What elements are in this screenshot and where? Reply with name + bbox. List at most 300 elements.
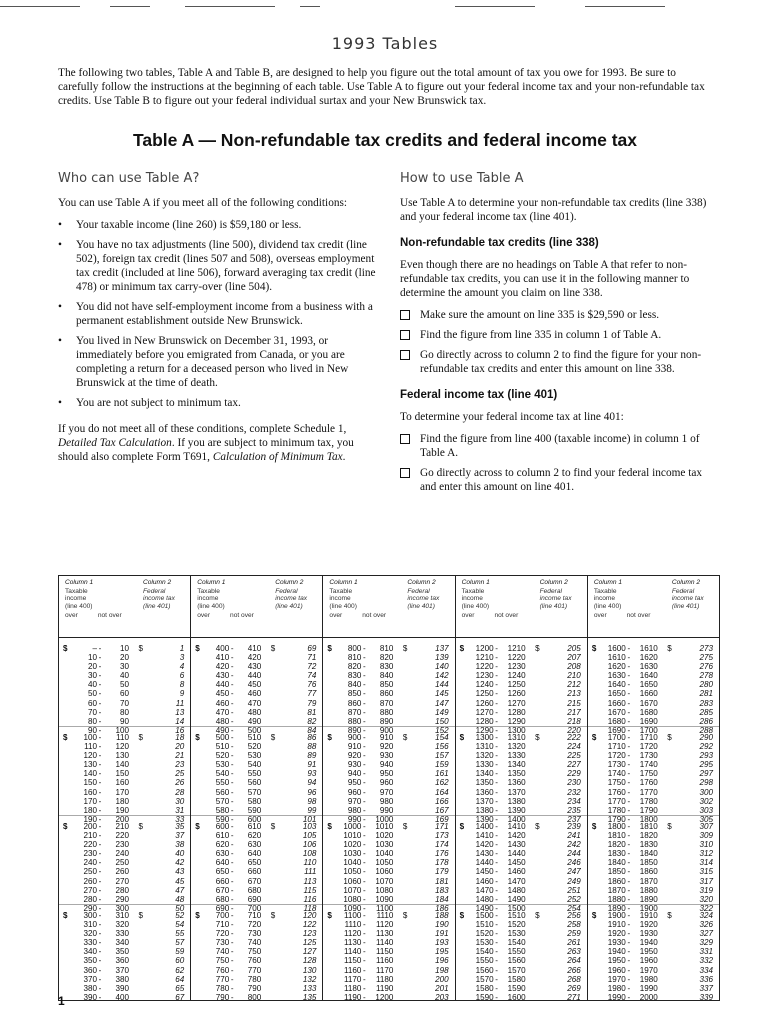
table-row — [327, 699, 450, 708]
currency-sign — [63, 938, 71, 947]
income-not-over: 1420 — [507, 831, 526, 841]
range-dash: - — [98, 742, 102, 752]
currency-sign — [63, 929, 71, 938]
table-row — [195, 708, 318, 717]
currency-sign — [393, 760, 407, 769]
income-not-over: 1330 — [507, 751, 526, 761]
table-row — [63, 717, 186, 726]
checklist-item: Go directly across to column 2 to find the figure for your non-refundable tax credits and enter this amount on line 338. — [400, 348, 718, 376]
income-not-over: 1730 — [639, 751, 658, 761]
currency-sign — [195, 984, 203, 993]
range-dash: - — [627, 983, 631, 993]
currency-sign — [195, 895, 203, 904]
currency-sign — [658, 689, 672, 698]
currency-sign — [526, 938, 540, 947]
table-row — [195, 849, 318, 858]
range-dash: - — [363, 653, 366, 663]
federal-tax-value: 35 — [175, 822, 185, 831]
currency-sign — [460, 788, 468, 797]
income-over: 130 — [83, 760, 97, 770]
income-not-over: 340 — [115, 938, 129, 948]
currency-sign — [592, 689, 600, 698]
income-over: 1160 — [344, 965, 362, 975]
federal-tax-value: 246 — [567, 858, 581, 868]
income-over: 1240 — [475, 680, 494, 690]
federal-tax-value: 188 — [435, 911, 449, 920]
income-over: 340 — [83, 947, 97, 957]
federal-tax-value: 307 — [699, 822, 714, 831]
income-not-over: 1820 — [639, 831, 658, 841]
currency-sign — [592, 788, 600, 797]
table-row — [592, 699, 715, 708]
federal-tax-value: 54 — [175, 920, 185, 930]
row-group — [191, 905, 322, 1002]
range-dash: - — [363, 769, 366, 779]
federal-tax-value: 128 — [302, 956, 317, 966]
currency-sign — [526, 806, 540, 815]
currency-sign — [129, 671, 143, 680]
income-over: 300 — [83, 911, 97, 920]
range-dash: - — [495, 903, 498, 913]
federal-tax-value: 237 — [567, 814, 581, 824]
federal-tax-value: 120 — [302, 911, 317, 920]
table-row — [63, 886, 186, 895]
table-row — [63, 653, 186, 662]
income-over: 1760 — [607, 787, 626, 797]
checkbox-icon[interactable] — [400, 330, 410, 340]
table-row — [327, 822, 450, 831]
income-not-over: 1950 — [639, 947, 658, 957]
currency-sign — [195, 966, 203, 975]
table-row — [460, 680, 583, 689]
income-over: 670 — [215, 885, 230, 895]
currency-sign: $ — [63, 911, 68, 920]
row-group — [191, 816, 322, 913]
column-1-header: Column 1 Taxable income (line 400) over not over — [593, 579, 651, 620]
federal-tax-value: 162 — [435, 778, 449, 788]
currency-sign — [63, 849, 71, 858]
currency-sign — [658, 975, 672, 984]
income-not-over: 1640 — [639, 671, 658, 681]
currency-sign — [195, 849, 203, 858]
currency-sign — [261, 689, 275, 698]
income-not-over: 1120 — [376, 920, 394, 930]
currency-sign — [658, 699, 672, 708]
range-dash: - — [230, 733, 234, 742]
currency-sign — [327, 717, 335, 726]
federal-tax-value: 201 — [435, 983, 449, 993]
currency-sign — [526, 797, 540, 806]
income-not-over: 360 — [115, 956, 129, 966]
row-group — [588, 905, 719, 1002]
table-row — [63, 929, 186, 938]
range-dash: - — [627, 725, 631, 735]
federal-tax-value: 8 — [179, 680, 185, 690]
table-row — [327, 920, 450, 929]
currency-sign — [658, 920, 672, 929]
range-dash: - — [363, 707, 366, 717]
income-not-over: 1680 — [639, 707, 658, 717]
federal-tax-value: 116 — [303, 894, 317, 904]
federal-tax-value: 164 — [435, 787, 449, 797]
federal-tax-value: 77 — [307, 689, 317, 699]
table-row — [460, 895, 583, 904]
income-over: 740 — [215, 947, 230, 957]
row-group — [323, 638, 454, 735]
federal-tax-value: 235 — [567, 805, 581, 815]
row-group — [588, 816, 719, 913]
currency-sign — [129, 938, 143, 947]
federal-tax-value: 123 — [302, 929, 317, 939]
income-not-over: 300 — [115, 903, 129, 913]
income-not-over: 1020 — [375, 831, 394, 841]
table-row — [460, 938, 583, 947]
income-not-over: 1280 — [507, 707, 526, 717]
currency-sign — [195, 662, 203, 671]
currency-sign — [526, 708, 540, 717]
row-group — [191, 638, 322, 735]
table-row — [195, 680, 318, 689]
currency-sign — [526, 895, 540, 904]
range-dash: - — [495, 787, 498, 797]
column-1-header: Column 1 Taxable income (line 400) over not over — [329, 579, 387, 620]
income-not-over: 1100 — [376, 903, 394, 913]
income-not-over: 1970 — [639, 965, 658, 975]
range-dash: - — [495, 929, 498, 939]
range-dash: - — [495, 716, 498, 726]
federal-tax-value: 94 — [307, 778, 317, 788]
range-dash: - — [98, 867, 102, 877]
federal-tax-value: 218 — [567, 716, 581, 726]
income-over: 1070 — [343, 885, 362, 895]
checkbox-icon[interactable] — [400, 468, 410, 478]
range-dash: - — [627, 894, 631, 904]
range-dash: - — [98, 831, 102, 841]
federal-tax-value: 179 — [435, 867, 449, 877]
income-over: 680 — [215, 894, 230, 904]
income-over: 600 — [215, 822, 230, 831]
income-over: 1170 — [344, 974, 362, 984]
currency-sign — [460, 760, 468, 769]
federal-tax-value: 103 — [302, 822, 317, 831]
income-not-over: 60 — [119, 689, 129, 699]
column-2-header: Column 2 Federal income tax (line 401) — [671, 579, 704, 610]
income-not-over: 790 — [247, 983, 262, 993]
currency-sign — [129, 993, 143, 1002]
income-over: 250 — [83, 867, 97, 877]
range-dash: - — [627, 787, 631, 797]
income-over: 650 — [215, 867, 230, 877]
federal-tax-value: 232 — [567, 787, 581, 797]
income-not-over: 500 — [247, 725, 262, 735]
currency-sign — [658, 778, 672, 787]
income-over: 1100 — [344, 911, 362, 920]
currency-sign — [327, 680, 335, 689]
federal-tax-value: 18 — [175, 733, 185, 742]
table-row — [327, 984, 450, 993]
income-not-over: 1160 — [376, 956, 394, 966]
income-not-over: 50 — [119, 680, 129, 690]
range-dash: - — [627, 822, 631, 831]
currency-sign — [526, 993, 540, 1002]
income-not-over: 1000 — [375, 814, 394, 824]
income-not-over: 1060 — [375, 867, 394, 877]
currency-sign — [592, 858, 600, 867]
currency-sign: $ — [459, 644, 465, 653]
income-over: 1380 — [475, 805, 494, 815]
currency-sign — [393, 806, 407, 815]
range-dash: - — [495, 698, 498, 708]
income-over: 1930 — [607, 938, 626, 948]
range-dash: - — [363, 938, 366, 948]
income-not-over: 40 — [119, 671, 129, 681]
checkbox-icon[interactable] — [400, 434, 410, 444]
table-row — [592, 760, 715, 769]
federal-tax-value: 26 — [175, 778, 185, 788]
income-over: 1730 — [607, 760, 626, 770]
income-over: 890 — [347, 725, 362, 735]
table-row — [195, 886, 318, 895]
federal-tax-value: 137 — [435, 644, 449, 653]
checkbox-icon[interactable] — [400, 310, 410, 320]
table-row — [327, 760, 450, 769]
federal-tax-value: 329 — [699, 938, 714, 948]
income-not-over: 510 — [247, 733, 262, 742]
income-over: 1480 — [475, 894, 494, 904]
currency-sign — [195, 831, 203, 840]
income-not-over: 270 — [115, 876, 129, 886]
table-header — [191, 576, 322, 638]
range-dash: - — [98, 707, 102, 717]
table-row — [327, 708, 450, 717]
income-over: 1750 — [607, 778, 626, 788]
income-not-over: 210 — [115, 822, 129, 831]
currency-sign — [195, 920, 203, 929]
currency-sign — [592, 751, 600, 760]
currency-sign — [526, 975, 540, 984]
income-over: 690 — [215, 903, 230, 913]
checkbox-icon[interactable] — [400, 350, 410, 360]
table-column-block — [323, 576, 455, 1000]
currency-sign: $ — [667, 822, 672, 831]
currency-sign — [393, 797, 407, 806]
range-dash: - — [627, 716, 631, 726]
currency-sign: $ — [195, 822, 200, 831]
federal-tax-value: 208 — [567, 662, 581, 672]
list-item: • You have no tax adjustments (line 500), dividend tax credit (line 502), foreign tax credit (lines 507 and 508), overseas employment tax credit (included at line 506), forward averaging tax credit (line 478) or minimum tax carry-over (line 504). — [58, 238, 376, 294]
federal-tax-value: 269 — [567, 983, 581, 993]
range-dash: - — [230, 760, 234, 770]
range-dash: - — [627, 769, 631, 779]
range-dash: - — [363, 716, 366, 726]
currency-sign — [261, 788, 275, 797]
currency-sign: $ — [327, 822, 332, 831]
currency-sign — [460, 920, 468, 929]
currency-sign — [327, 867, 335, 876]
income-over: 20 — [87, 662, 97, 672]
currency-sign — [592, 760, 600, 769]
income-not-over: 1210 — [507, 644, 526, 653]
income-not-over: 1530 — [507, 929, 526, 939]
federal-tax-value: 14 — [175, 716, 185, 726]
federal-tax-value: 81 — [307, 707, 317, 717]
range-dash: - — [627, 867, 631, 877]
range-dash: - — [627, 707, 631, 717]
income-over: 1740 — [607, 769, 626, 779]
currency-sign — [195, 840, 203, 849]
range-dash: - — [363, 751, 366, 761]
table-row — [460, 929, 583, 938]
range-dash: - — [363, 725, 366, 735]
federal-tax-value: 288 — [699, 725, 714, 735]
income-over: 1970 — [607, 974, 626, 984]
federal-tax-value: 195 — [435, 947, 449, 957]
income-not-over: 320 — [115, 920, 129, 930]
income-over: 1770 — [607, 796, 626, 806]
currency-sign — [592, 877, 600, 886]
table-row — [460, 751, 583, 760]
currency-sign — [63, 671, 71, 680]
income-over: 220 — [83, 840, 97, 850]
federal-tax-value: 20 — [175, 742, 185, 752]
income-not-over: 380 — [115, 974, 129, 984]
income-over: 780 — [215, 983, 230, 993]
income-over: 1950 — [607, 956, 626, 966]
currency-sign — [129, 947, 143, 956]
range-dash: - — [627, 814, 631, 824]
federal-tax-value: 43 — [175, 867, 185, 877]
income-over: 1260 — [475, 698, 494, 708]
federal-tax-value: 331 — [699, 947, 714, 957]
income-over: 1980 — [607, 983, 626, 993]
federal-tax-value: 317 — [699, 876, 714, 886]
top-rule — [185, 6, 275, 7]
federal-tax-value: 184 — [435, 894, 449, 904]
federal-tax-value: 23 — [175, 760, 185, 770]
currency-sign — [327, 831, 335, 840]
income-over: 160 — [83, 787, 97, 797]
income-not-over: 1510 — [507, 911, 526, 920]
income-over: 370 — [83, 974, 97, 984]
range-dash: - — [495, 894, 498, 904]
currency-sign — [393, 858, 407, 867]
column-2-header: Column 2 Federal income tax (line 401) — [143, 579, 175, 610]
currency-sign — [327, 929, 335, 938]
range-dash: - — [363, 956, 366, 966]
federal-tax-value: 293 — [699, 751, 714, 761]
currency-sign — [327, 788, 335, 797]
range-dash: - — [627, 849, 631, 859]
currency-sign: $ — [327, 911, 332, 920]
federal-tax-value: 9 — [179, 689, 185, 699]
range-dash: - — [495, 876, 498, 886]
income-over: 120 — [83, 751, 97, 761]
range-dash: - — [495, 769, 498, 779]
currency-sign — [195, 680, 203, 689]
table-row — [460, 984, 583, 993]
income-over: 1470 — [475, 885, 494, 895]
income-not-over: 1670 — [639, 698, 658, 708]
range-dash: - — [98, 885, 102, 895]
range-dash: - — [230, 796, 234, 806]
currency-sign — [658, 717, 672, 726]
range-dash: - — [627, 760, 631, 770]
range-dash: - — [627, 911, 631, 920]
federal-tax-value: 147 — [435, 698, 449, 708]
income-over: 310 — [83, 920, 97, 930]
income-over: 920 — [347, 751, 362, 761]
federal-tax-value: 110 — [303, 858, 317, 868]
currency-sign — [592, 806, 600, 815]
income-over: 410 — [215, 653, 230, 663]
currency-sign — [63, 788, 71, 797]
table-row — [327, 877, 450, 886]
currency-sign — [658, 947, 672, 956]
table-row — [592, 671, 715, 680]
currency-sign — [526, 920, 540, 929]
income-over: 1960 — [607, 965, 626, 975]
range-dash: - — [98, 716, 102, 726]
range-dash: - — [230, 876, 234, 886]
currency-sign — [526, 956, 540, 965]
income-over: 820 — [347, 662, 362, 672]
income-over: 770 — [215, 974, 230, 984]
currency-sign — [393, 788, 407, 797]
table-row — [195, 840, 318, 849]
federal-tax-value: 259 — [567, 929, 581, 939]
income-not-over: 1920 — [639, 920, 658, 930]
income-not-over: 390 — [115, 983, 129, 993]
range-dash: - — [627, 974, 631, 984]
currency-sign — [327, 699, 335, 708]
federal-tax-value: 65 — [175, 983, 185, 993]
table-row — [460, 717, 583, 726]
table-row — [460, 689, 583, 698]
income-over: 1560 — [475, 965, 494, 975]
currency-sign — [393, 938, 407, 947]
income-over: 1830 — [607, 849, 626, 859]
currency-sign: $ — [195, 911, 200, 920]
currency-sign — [526, 886, 540, 895]
income-not-over: 720 — [247, 920, 262, 930]
federal-tax-value: 326 — [699, 920, 714, 930]
table-row — [63, 920, 186, 929]
range-dash: - — [495, 965, 498, 975]
income-over: 1450 — [475, 867, 494, 877]
currency-sign — [526, 849, 540, 858]
page-title: 1993 Tables — [331, 34, 439, 53]
currency-sign — [658, 680, 672, 689]
income-over: 1810 — [607, 831, 626, 841]
federal-tax-value: 280 — [699, 680, 714, 690]
income-not-over: 860 — [379, 689, 394, 699]
range-dash: - — [495, 805, 498, 815]
currency-sign — [261, 742, 275, 751]
range-dash: - — [363, 867, 366, 877]
currency-sign — [327, 947, 335, 956]
range-dash: - — [230, 805, 234, 815]
subheading-credits: Non-refundable tax credits (line 338) — [400, 237, 599, 249]
table-row — [63, 742, 186, 751]
currency-sign — [129, 886, 143, 895]
income-not-over: 820 — [379, 653, 394, 663]
range-dash: - — [230, 662, 234, 672]
currency-sign — [526, 653, 540, 662]
federal-tax-value: 93 — [307, 769, 317, 779]
checklist-item: Go directly across to column 2 to find your federal income tax and enter this amount on line 401. — [400, 466, 718, 494]
income-not-over: 850 — [379, 680, 394, 690]
currency-sign: $ — [535, 822, 540, 831]
